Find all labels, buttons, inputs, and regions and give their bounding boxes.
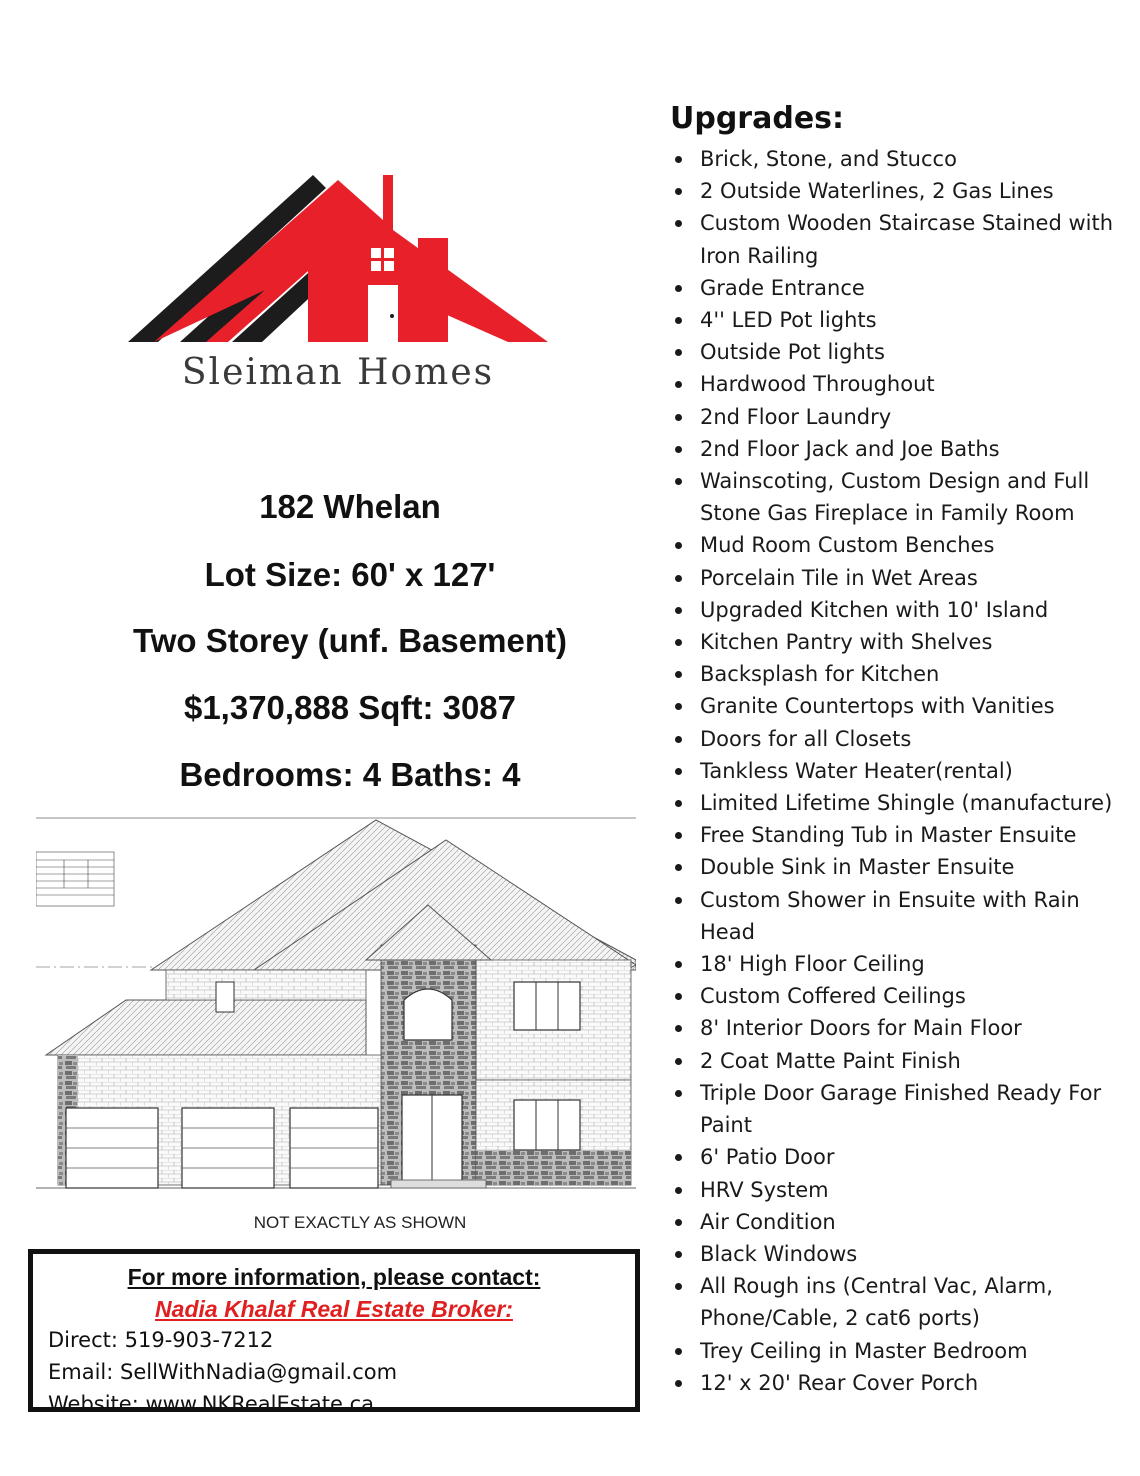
elevation-disclaimer: NOT EXACTLY AS SHOWN xyxy=(253,1213,467,1232)
upgrade-item: 6' Patio Door xyxy=(674,1141,1114,1173)
upgrades-list xyxy=(674,143,1114,1399)
upgrade-item: Wainscoting, Custom Design and Full Stone Gas Fireplace in Family Room xyxy=(674,465,1114,529)
upgrade-item: Tankless Water Heater(rental) xyxy=(674,755,1114,787)
upgrade-item: Doors for all Closets xyxy=(674,723,1114,755)
upgrade-item: Limited Lifetime Shingle (manufacture) xyxy=(674,787,1114,819)
upgrade-item: 4'' LED Pot lights xyxy=(674,304,1114,336)
contact-email[interactable]: Email: SellWithNadia@gmail.com xyxy=(48,1360,398,1384)
upgrade-item: Brick, Stone, and Stucco xyxy=(674,143,1114,175)
upgrades-title: Upgrades: xyxy=(670,101,845,136)
upgrade-item: Mud Room Custom Benches xyxy=(674,529,1114,561)
logo-door-knob xyxy=(390,314,394,318)
upper-wall-left xyxy=(166,970,366,1000)
upgrade-item: 2nd Floor Jack and Joe Baths xyxy=(674,433,1114,465)
upgrade-item: 12' x 20' Rear Cover Porch xyxy=(674,1367,1114,1399)
upgrade-item: Backsplash for Kitchen xyxy=(674,658,1114,690)
upgrade-item: Granite Countertops with Vanities xyxy=(674,690,1114,722)
upgrade-item: HRV System xyxy=(674,1174,1114,1206)
property-lot-size: Lot Size: 60' x 127' xyxy=(204,556,496,593)
upgrade-item: Porcelain Tile in Wet Areas xyxy=(674,562,1114,594)
small-upper-window xyxy=(216,982,234,1012)
upgrade-item: Trey Ceiling in Master Bedroom xyxy=(674,1335,1114,1367)
upgrade-item: Kitchen Pantry with Shelves xyxy=(674,626,1114,658)
window-coverage-table xyxy=(36,852,114,906)
front-steps xyxy=(391,1180,486,1188)
upgrade-item: Black Windows xyxy=(674,1238,1114,1270)
upper-right-window xyxy=(514,982,580,1030)
upgrade-item: Custom Wooden Staircase Stained with Iron Railing xyxy=(674,207,1114,271)
garage-roof xyxy=(46,1000,366,1055)
stone-base-right xyxy=(476,1150,631,1185)
property-price-sqft: $1,370,888 Sqft: 3087 xyxy=(183,689,517,726)
logo-door xyxy=(368,285,398,342)
property-address: 182 Whelan xyxy=(259,488,441,525)
contact-website[interactable]: Website: www.NKRealEstate.ca xyxy=(48,1392,375,1416)
upgrade-item: Upgraded Kitchen with 10' Island xyxy=(674,594,1114,626)
upgrade-item: 2 Coat Matte Paint Finish xyxy=(674,1045,1114,1077)
upgrade-item: Double Sink in Master Ensuite xyxy=(674,851,1114,883)
upgrade-item: Air Condition xyxy=(674,1206,1114,1238)
contact-direct-phone[interactable]: Direct: 519-903-7212 xyxy=(48,1328,274,1352)
property-style: Two Storey (unf. Basement) xyxy=(133,622,567,659)
upgrade-item: 18' High Floor Ceiling xyxy=(674,948,1114,980)
upgrade-item: 2nd Floor Laundry xyxy=(674,401,1114,433)
upgrade-item: Triple Door Garage Finished Ready For Paint xyxy=(674,1077,1114,1141)
upgrade-item: All Rough ins (Central Vac, Alarm, Phone/Cable, 2 cat6 ports) xyxy=(674,1270,1114,1334)
contact-broker-name: Nadia Khalaf Real Estate Broker: xyxy=(155,1296,513,1322)
upgrade-item: Grade Entrance xyxy=(674,272,1114,304)
upgrade-item: Hardwood Throughout xyxy=(674,368,1114,400)
logo-wordmark: Sleiman Homes xyxy=(181,352,495,393)
arched-window xyxy=(404,989,452,1040)
house-elevation-drawing xyxy=(36,810,636,1210)
contact-box xyxy=(28,1249,640,1416)
upgrade-item: 8' Interior Doors for Main Floor xyxy=(674,1012,1114,1044)
upgrade-item: Custom Coffered Ceilings xyxy=(674,980,1114,1012)
upgrade-item: Custom Shower in Ensuite with Rain Head xyxy=(674,884,1114,948)
upgrade-item: 2 Outside Waterlines, 2 Gas Lines xyxy=(674,175,1114,207)
property-bed-bath: Bedrooms: 4 Baths: 4 xyxy=(179,756,521,793)
lower-right-window xyxy=(514,1100,580,1150)
upgrade-item: Free Standing Tub in Master Ensuite xyxy=(674,819,1114,851)
upgrade-item: Outside Pot lights xyxy=(674,336,1114,368)
contact-heading: For more information, please contact: xyxy=(127,1264,541,1290)
